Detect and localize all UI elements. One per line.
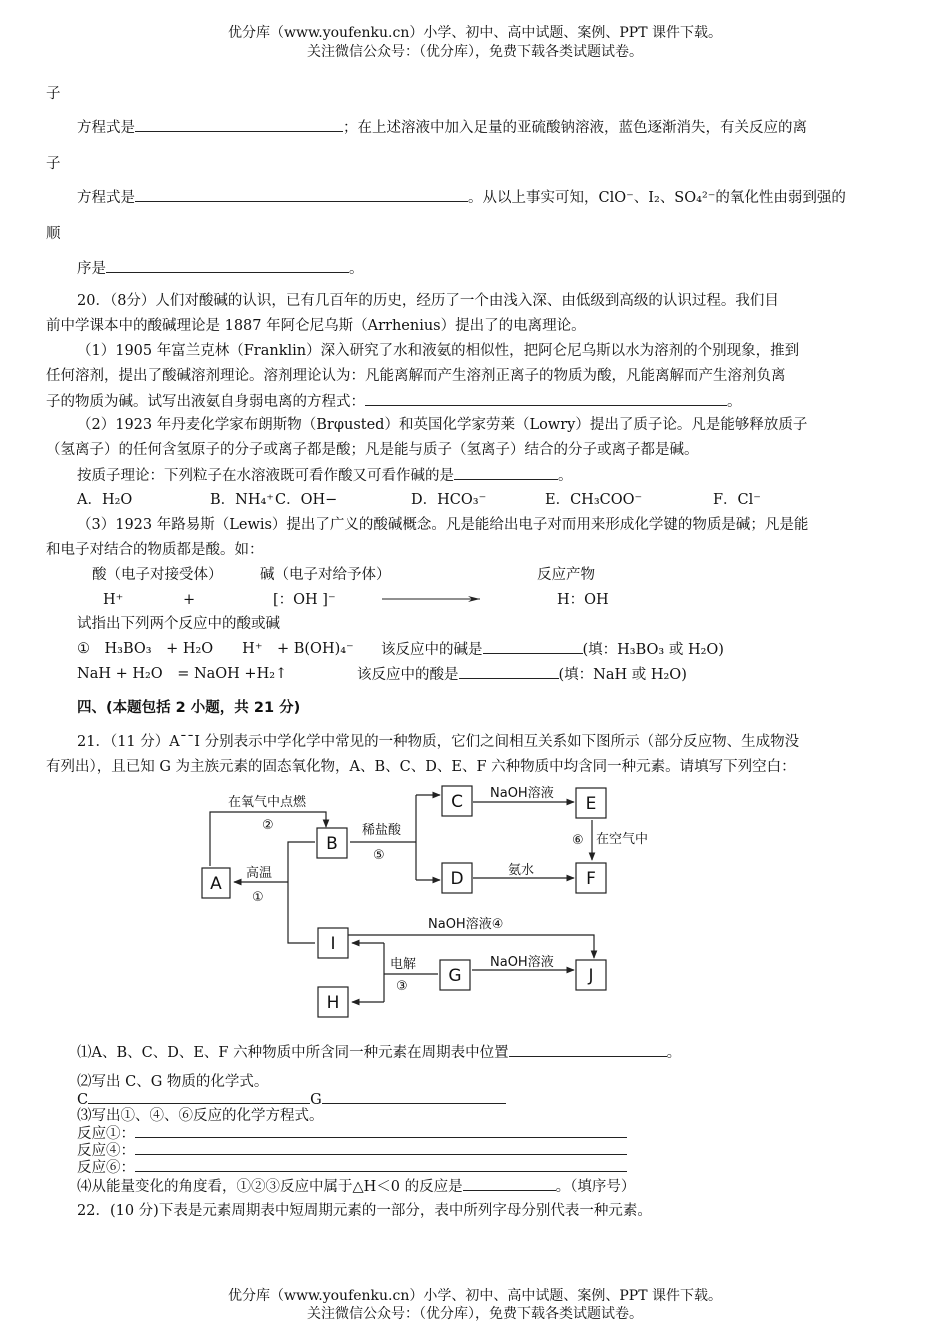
q20-r1-label: 该反应中的碱是 xyxy=(381,642,483,658)
label-burn: 在氧气中点燃 xyxy=(228,795,307,810)
header-line-2: 关注微信公众号：（优分库），免费下载各类试题试卷。 xyxy=(307,44,643,60)
q19-eq2 xyxy=(77,187,846,208)
q21-r4-blank[interactable] xyxy=(135,1140,627,1155)
node-b: B xyxy=(326,834,338,854)
q19-order xyxy=(77,258,364,279)
q20-r2-blank[interactable] xyxy=(459,664,559,679)
label-naoh-2: NaOH溶液 xyxy=(490,955,554,970)
q20-r1-eq: ① H₃BO₃ + H₂O H⁺ + B(OH)₄⁻ xyxy=(77,641,354,657)
q20-r2-label: 该反应中的酸是 xyxy=(357,667,459,683)
q19-eq1-blank[interactable] xyxy=(135,117,343,132)
q21-r6-label: 反应⑥： xyxy=(77,1160,135,1176)
q19-eq2-after: 。从以上事实可知，ClO⁻、I₂、SO₄²⁻的氧化性由弱到强的 xyxy=(468,190,846,206)
q21-s3: ⑶写出①、④、⑥反应的化学方程式。 xyxy=(77,1108,324,1124)
q19-shun: 顺 xyxy=(46,226,61,242)
q20-intro-1: 20．（8分）人们对酸碱的认识，已有几百年的历史，经历了一个由浅入深、由低级到高级的认识过程。我们目 xyxy=(77,293,779,309)
q19-zi-2: 子 xyxy=(46,156,61,172)
q20-p2-c xyxy=(77,465,573,486)
bracket-b-i xyxy=(288,842,315,943)
q20-p3-a: （3）1923 年路易斯（Lewis）提出了广义的酸碱概念。凡是能给出电子对而用来形成化学键的物质是碱；凡是能 xyxy=(77,517,809,533)
node-e: E xyxy=(585,794,597,814)
q19-zi-1: 子 xyxy=(46,86,61,102)
q21-intro-2: 有列出），且已知 G 为主族元素的固态氧化物，A、B、C、D、E、F 六种物质中均含同一种元素。请填写下列空白： xyxy=(46,759,796,775)
node-h: H xyxy=(326,993,340,1013)
q21-r1-label: 反应①： xyxy=(77,1126,135,1142)
q20-task: 试指出下列两个反应中的酸或碱 xyxy=(77,616,280,632)
label-naoh-1: NaOH溶液 xyxy=(490,786,554,801)
q21-s2-g-blank[interactable] xyxy=(322,1089,506,1104)
q20-p2-c-text: 按质子理论：下列粒子在水溶液既可看作酸又可看作碱的是 xyxy=(77,468,454,484)
label-air: 在空气中 xyxy=(596,832,649,847)
q20-p2-blank[interactable] xyxy=(454,465,558,480)
q20-r2-eq: NaH + H₂O = NaOH +H₂↑ xyxy=(77,666,288,682)
q20-option-a[interactable]: A．H₂O xyxy=(77,492,133,508)
label-c2: ② xyxy=(262,818,274,833)
q21-s2-c-blank[interactable] xyxy=(88,1089,310,1104)
label-electro: 电解 xyxy=(390,957,417,972)
node-i: I xyxy=(330,934,336,954)
q21-r1-blank[interactable] xyxy=(135,1123,627,1138)
node-j: J xyxy=(588,966,594,986)
footer-line-1: 优分库（www.youfenku.cn）小学、初中、高中试题、案例、PPT 课件下载。 xyxy=(227,1288,722,1304)
q20-r1 xyxy=(381,639,724,660)
q20-p1-c-text: 子的物质为碱。试写出液氨自身弱电离的方程式： xyxy=(46,394,365,410)
q20-option-f[interactable]: F．Cl⁻ xyxy=(713,492,761,508)
q19-eq1-label: 方程式是 xyxy=(77,120,135,136)
q19-eq2-blank[interactable] xyxy=(135,187,468,202)
q20-r2 xyxy=(357,664,687,685)
q20-option-e[interactable]: E．CH₃COO⁻ xyxy=(545,492,643,508)
q21-s2-c-label: C xyxy=(77,1092,89,1108)
node-g: G xyxy=(448,966,462,986)
q20-r1-blank[interactable] xyxy=(483,639,583,654)
q21-r4-label: 反应④： xyxy=(77,1143,135,1159)
node-d: D xyxy=(450,869,464,889)
arrow-i-to-j xyxy=(348,935,594,958)
q19-order-blank[interactable] xyxy=(106,258,349,273)
q20-p2-b: （氢离子）的任何含氢原子的分子或离子都是酸；凡是能与质子（氢离子）结合的分子或离子都是碱。 xyxy=(46,442,699,458)
q20-p3-b: 和电子对结合的物质都是酸。如： xyxy=(46,542,264,558)
q21-s2-g-label: G xyxy=(310,1092,322,1108)
q21-s2: ⑵写出 C、G 物质的化学式。 xyxy=(77,1074,269,1090)
lewis-ex-base: [：OH ]⁻ xyxy=(273,592,336,608)
lewis-ex-product: H：OH xyxy=(557,592,609,608)
q20-option-d[interactable]: D．HCO₃⁻ xyxy=(411,492,487,508)
q20-p1-blank[interactable] xyxy=(365,391,727,406)
q21-s1 xyxy=(77,1042,681,1063)
q21-s4-blank[interactable] xyxy=(463,1176,556,1191)
lewis-ex-plus: + xyxy=(183,592,196,608)
node-c: C xyxy=(451,792,463,812)
lewis-product-head: 反应产物 xyxy=(537,567,595,583)
q20-p2-c-end: 。 xyxy=(558,468,573,484)
reaction-flow-diagram xyxy=(190,780,670,1030)
label-c3: ③ xyxy=(396,979,408,994)
label-c6: ⑥ xyxy=(572,833,584,848)
q21-s4 xyxy=(77,1176,635,1197)
lewis-ex-acid: H⁺ xyxy=(103,592,124,608)
q21-s1-text: ⑴A、B、C、D、E、F 六种物质中所含同一种元素在周期表中位置 xyxy=(77,1045,509,1061)
q20-p1-b: 任何溶剂，提出了酸碱溶剂理论。溶剂理论认为：凡能离解而产生溶剂正离子的物质为酸，凡能离解而产生溶剂负离 xyxy=(46,368,786,384)
label-high-temp: 高温 xyxy=(246,866,273,881)
lewis-base-head: 碱（电子对给予体） xyxy=(260,567,391,583)
label-ammonia: 氨水 xyxy=(508,863,535,878)
lewis-acid-head: 酸（电子对接受体） xyxy=(92,567,223,583)
q21-s4-text: ⑷从能量变化的角度看，①②③反应中属于△H＜0 的反应是 xyxy=(77,1179,463,1195)
q20-p1-c xyxy=(46,391,742,412)
header-line-1: 优分库（www.youfenku.cn）小学、初中、高中试题、案例、PPT 课件下载。 xyxy=(227,25,722,41)
q19-order-end: 。 xyxy=(349,261,364,277)
q19-eq1-after: ；在上述溶液中加入足量的亚硫酸钠溶液，蓝色逐渐消失，有关反应的离 xyxy=(343,120,807,136)
q21-s1-end: 。 xyxy=(666,1045,682,1061)
q21-r6 xyxy=(77,1157,627,1178)
q21-intro-1: 21．（11 分）A¯¯I 分别表示中学化学中常见的一种物质，它们之间相互关系如下图所示（部分反应物、生成物没 xyxy=(77,734,800,750)
q21-r6-blank[interactable] xyxy=(135,1157,627,1172)
label-c1: ① xyxy=(252,890,264,905)
q19-order-label: 序是 xyxy=(77,261,106,277)
node-f: F xyxy=(586,869,596,889)
label-hcl: 稀盐酸 xyxy=(362,823,402,838)
q20-p2-a: （2）1923 年丹麦化学家布朗斯物（Brφusted）和英国化学家劳莱（Lowry）提出了质子论。凡是能够释放质子 xyxy=(77,417,808,433)
q22-intro: 22．(10 分)下表是元素周期表中短周期元素的一部分，表中所列字母分别代表一种元素。 xyxy=(77,1203,652,1219)
q20-option-c[interactable]: C．OH− xyxy=(275,492,338,508)
q20-r1-hint: (填：H₃BO₃ 或 H₂O) xyxy=(582,642,724,658)
q20-option-b[interactable]: B．NH₄⁺ xyxy=(210,492,274,508)
q20-intro-2: 前中学课本中的酸碱理论是 1887 年阿仑尼乌斯（Arrhenius）提出了的电离理论。 xyxy=(46,318,586,334)
section-4-title: 四、(本题包括 2 小题，共 21 分) xyxy=(77,700,301,716)
q20-p1-a: （1）1905 年富兰克林（Franklin）深入研究了水和液氨的相似性，把阿仑尼乌斯以水为溶剂的个别现象，推到 xyxy=(77,343,800,359)
lewis-reaction-arrow xyxy=(380,592,490,606)
q21-s1-blank[interactable] xyxy=(509,1042,667,1057)
footer-line-2: 关注微信公众号：（优分库），免费下载各类试题试卷。 xyxy=(307,1306,643,1322)
q19-eq1 xyxy=(77,117,807,138)
q21-s4-end: 。（填序号） xyxy=(555,1179,636,1195)
node-a: A xyxy=(210,874,222,894)
q20-p1-c-end: 。 xyxy=(727,394,742,410)
label-naoh-4: NaOH溶液④ xyxy=(428,917,504,932)
q20-r2-hint: (填：NaH 或 H₂O) xyxy=(558,667,687,683)
label-c5: ⑤ xyxy=(373,848,385,863)
q19-eq2-label: 方程式是 xyxy=(77,190,135,206)
